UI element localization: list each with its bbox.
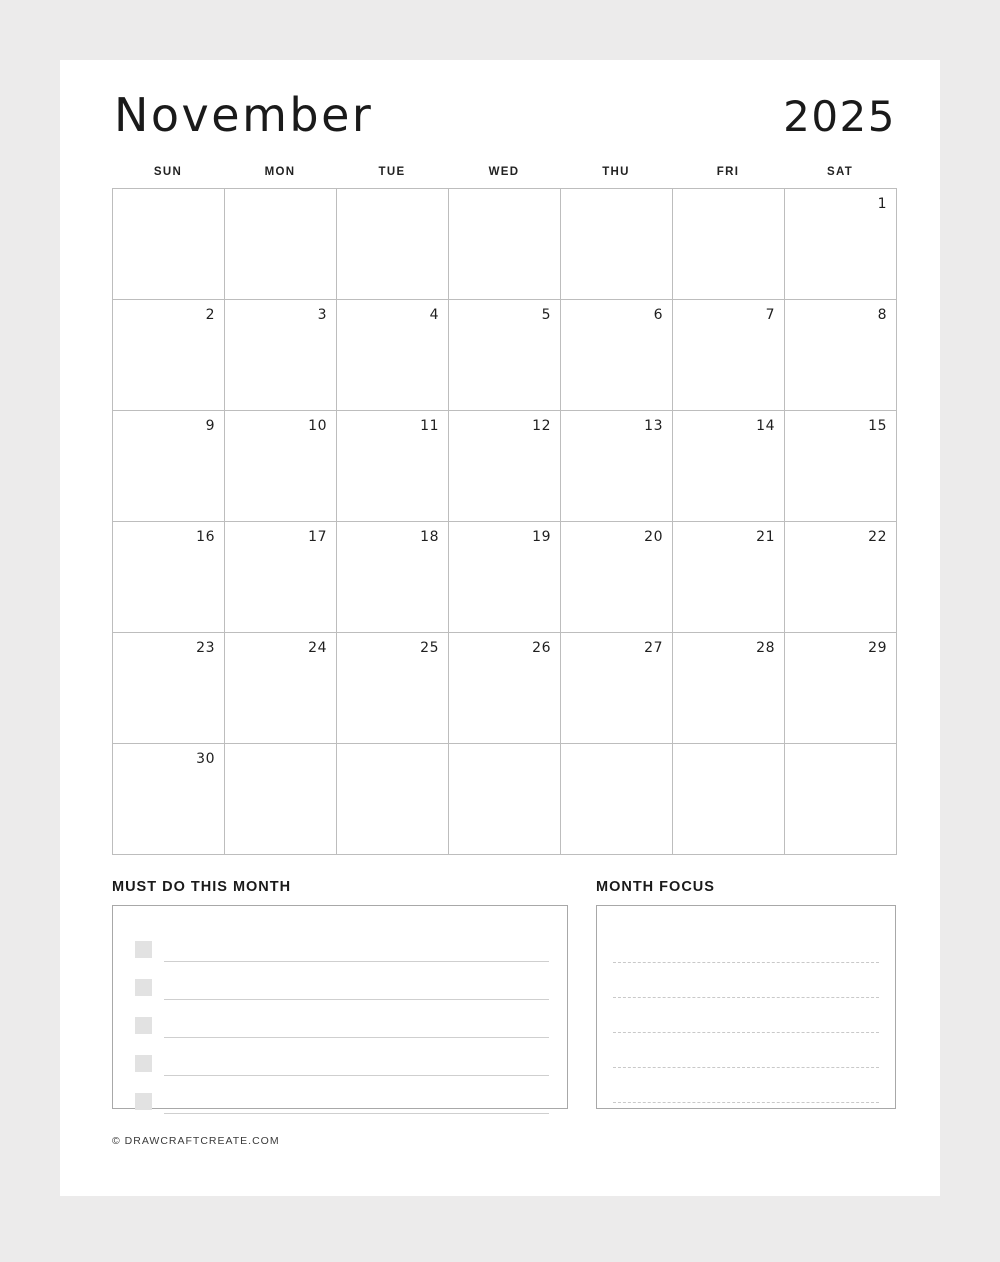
day-cell[interactable] bbox=[561, 522, 673, 633]
day-number: 1 bbox=[877, 196, 887, 212]
focus-line[interactable] bbox=[613, 963, 879, 998]
page-title: November bbox=[114, 88, 374, 142]
day-number: 20 bbox=[644, 529, 663, 545]
calendar-page bbox=[60, 60, 940, 1196]
month-focus-box bbox=[596, 905, 896, 1109]
year-label: 2025 bbox=[783, 92, 896, 141]
day-number: 8 bbox=[877, 307, 887, 323]
weekday-sat: SAT bbox=[826, 166, 854, 178]
day-cell[interactable] bbox=[337, 633, 449, 744]
day-number: 16 bbox=[196, 529, 215, 545]
weekday-header-row bbox=[112, 166, 896, 188]
day-number: 7 bbox=[765, 307, 775, 323]
todo-row[interactable] bbox=[135, 962, 549, 1000]
day-number: 27 bbox=[644, 640, 663, 656]
day-cell[interactable] bbox=[561, 744, 673, 855]
day-cell[interactable] bbox=[785, 633, 897, 744]
day-cell[interactable] bbox=[673, 300, 785, 411]
day-number: 23 bbox=[196, 640, 215, 656]
day-cell[interactable] bbox=[673, 744, 785, 855]
day-number: 19 bbox=[532, 529, 551, 545]
day-cell[interactable] bbox=[449, 633, 561, 744]
day-cell[interactable] bbox=[785, 522, 897, 633]
day-number: 4 bbox=[429, 307, 439, 323]
todo-line[interactable] bbox=[164, 941, 549, 962]
day-number: 9 bbox=[205, 418, 215, 434]
focus-line[interactable] bbox=[613, 928, 879, 963]
day-number: 21 bbox=[756, 529, 775, 545]
day-cell[interactable] bbox=[785, 189, 897, 300]
day-cell[interactable] bbox=[113, 300, 225, 411]
day-cell[interactable] bbox=[225, 522, 337, 633]
day-number: 25 bbox=[420, 640, 439, 656]
weekday-tue: TUE bbox=[378, 166, 406, 178]
day-cell[interactable] bbox=[113, 189, 225, 300]
day-cell[interactable] bbox=[225, 744, 337, 855]
todo-row[interactable] bbox=[135, 1076, 549, 1114]
day-number: 30 bbox=[196, 751, 215, 767]
weekday-fri: FRI bbox=[716, 166, 740, 178]
day-cell[interactable] bbox=[785, 300, 897, 411]
weekday-wed: WED bbox=[488, 166, 520, 178]
day-cell[interactable] bbox=[449, 189, 561, 300]
month-focus-section bbox=[596, 879, 896, 1109]
day-number: 2 bbox=[205, 307, 215, 323]
day-cell[interactable] bbox=[785, 744, 897, 855]
checkbox-icon[interactable] bbox=[135, 1093, 152, 1110]
checkbox-icon[interactable] bbox=[135, 1017, 152, 1034]
day-number: 12 bbox=[532, 418, 551, 434]
day-cell[interactable] bbox=[113, 411, 225, 522]
todo-line[interactable] bbox=[164, 979, 549, 1000]
day-cell[interactable] bbox=[337, 522, 449, 633]
calendar-sheet bbox=[112, 88, 896, 1164]
day-cell[interactable] bbox=[337, 189, 449, 300]
todo-line[interactable] bbox=[164, 1055, 549, 1076]
day-number: 24 bbox=[308, 640, 327, 656]
todo-row[interactable] bbox=[135, 1000, 549, 1038]
todo-row[interactable] bbox=[135, 1038, 549, 1076]
day-number: 11 bbox=[420, 418, 439, 434]
weekday-sun: SUN bbox=[153, 166, 183, 178]
weekday-mon: MON bbox=[264, 166, 296, 178]
day-cell[interactable] bbox=[561, 411, 673, 522]
day-cell[interactable] bbox=[673, 189, 785, 300]
day-cell[interactable] bbox=[785, 411, 897, 522]
day-number: 29 bbox=[868, 640, 887, 656]
calendar-header bbox=[112, 88, 896, 158]
day-cell[interactable] bbox=[225, 633, 337, 744]
bottom-section bbox=[112, 879, 896, 1109]
day-number: 13 bbox=[644, 418, 663, 434]
focus-line[interactable] bbox=[613, 998, 879, 1033]
day-cell[interactable] bbox=[449, 300, 561, 411]
must-do-box bbox=[112, 905, 568, 1109]
day-number: 18 bbox=[420, 529, 439, 545]
focus-line[interactable] bbox=[613, 1033, 879, 1068]
day-cell[interactable] bbox=[561, 189, 673, 300]
day-cell[interactable] bbox=[113, 633, 225, 744]
todo-line[interactable] bbox=[164, 1093, 549, 1114]
day-cell[interactable] bbox=[561, 633, 673, 744]
calendar-grid bbox=[112, 188, 897, 855]
checkbox-icon[interactable] bbox=[135, 1055, 152, 1072]
day-number: 5 bbox=[541, 307, 551, 323]
day-number: 3 bbox=[317, 307, 327, 323]
day-number: 15 bbox=[868, 418, 887, 434]
day-cell[interactable] bbox=[673, 633, 785, 744]
todo-line[interactable] bbox=[164, 1017, 549, 1038]
day-cell[interactable] bbox=[449, 522, 561, 633]
month-focus-title: MONTH FOCUS bbox=[596, 879, 715, 895]
day-cell[interactable] bbox=[225, 411, 337, 522]
day-number: 14 bbox=[756, 418, 775, 434]
checkbox-icon[interactable] bbox=[135, 941, 152, 958]
day-cell[interactable] bbox=[225, 189, 337, 300]
day-number: 10 bbox=[308, 418, 327, 434]
day-number: 6 bbox=[653, 307, 663, 323]
day-number: 22 bbox=[868, 529, 887, 545]
day-cell[interactable] bbox=[337, 411, 449, 522]
day-cell[interactable] bbox=[113, 744, 225, 855]
day-cell[interactable] bbox=[337, 744, 449, 855]
day-cell[interactable] bbox=[673, 522, 785, 633]
todo-row[interactable] bbox=[135, 924, 549, 962]
checkbox-icon[interactable] bbox=[135, 979, 152, 996]
weekday-thu: THU bbox=[602, 166, 630, 178]
must-do-title: MUST DO THIS MONTH bbox=[112, 879, 292, 895]
day-cell[interactable] bbox=[561, 300, 673, 411]
footer-credit: © DRAWCRAFTCREATE.COM bbox=[112, 1135, 280, 1147]
day-number: 28 bbox=[756, 640, 775, 656]
day-cell[interactable] bbox=[113, 522, 225, 633]
day-cell[interactable] bbox=[337, 300, 449, 411]
day-number: 17 bbox=[308, 529, 327, 545]
day-cell[interactable] bbox=[673, 411, 785, 522]
day-cell[interactable] bbox=[449, 411, 561, 522]
focus-line[interactable] bbox=[613, 1068, 879, 1103]
must-do-section bbox=[112, 879, 568, 1109]
day-number: 26 bbox=[532, 640, 551, 656]
day-cell[interactable] bbox=[225, 300, 337, 411]
day-cell[interactable] bbox=[449, 744, 561, 855]
